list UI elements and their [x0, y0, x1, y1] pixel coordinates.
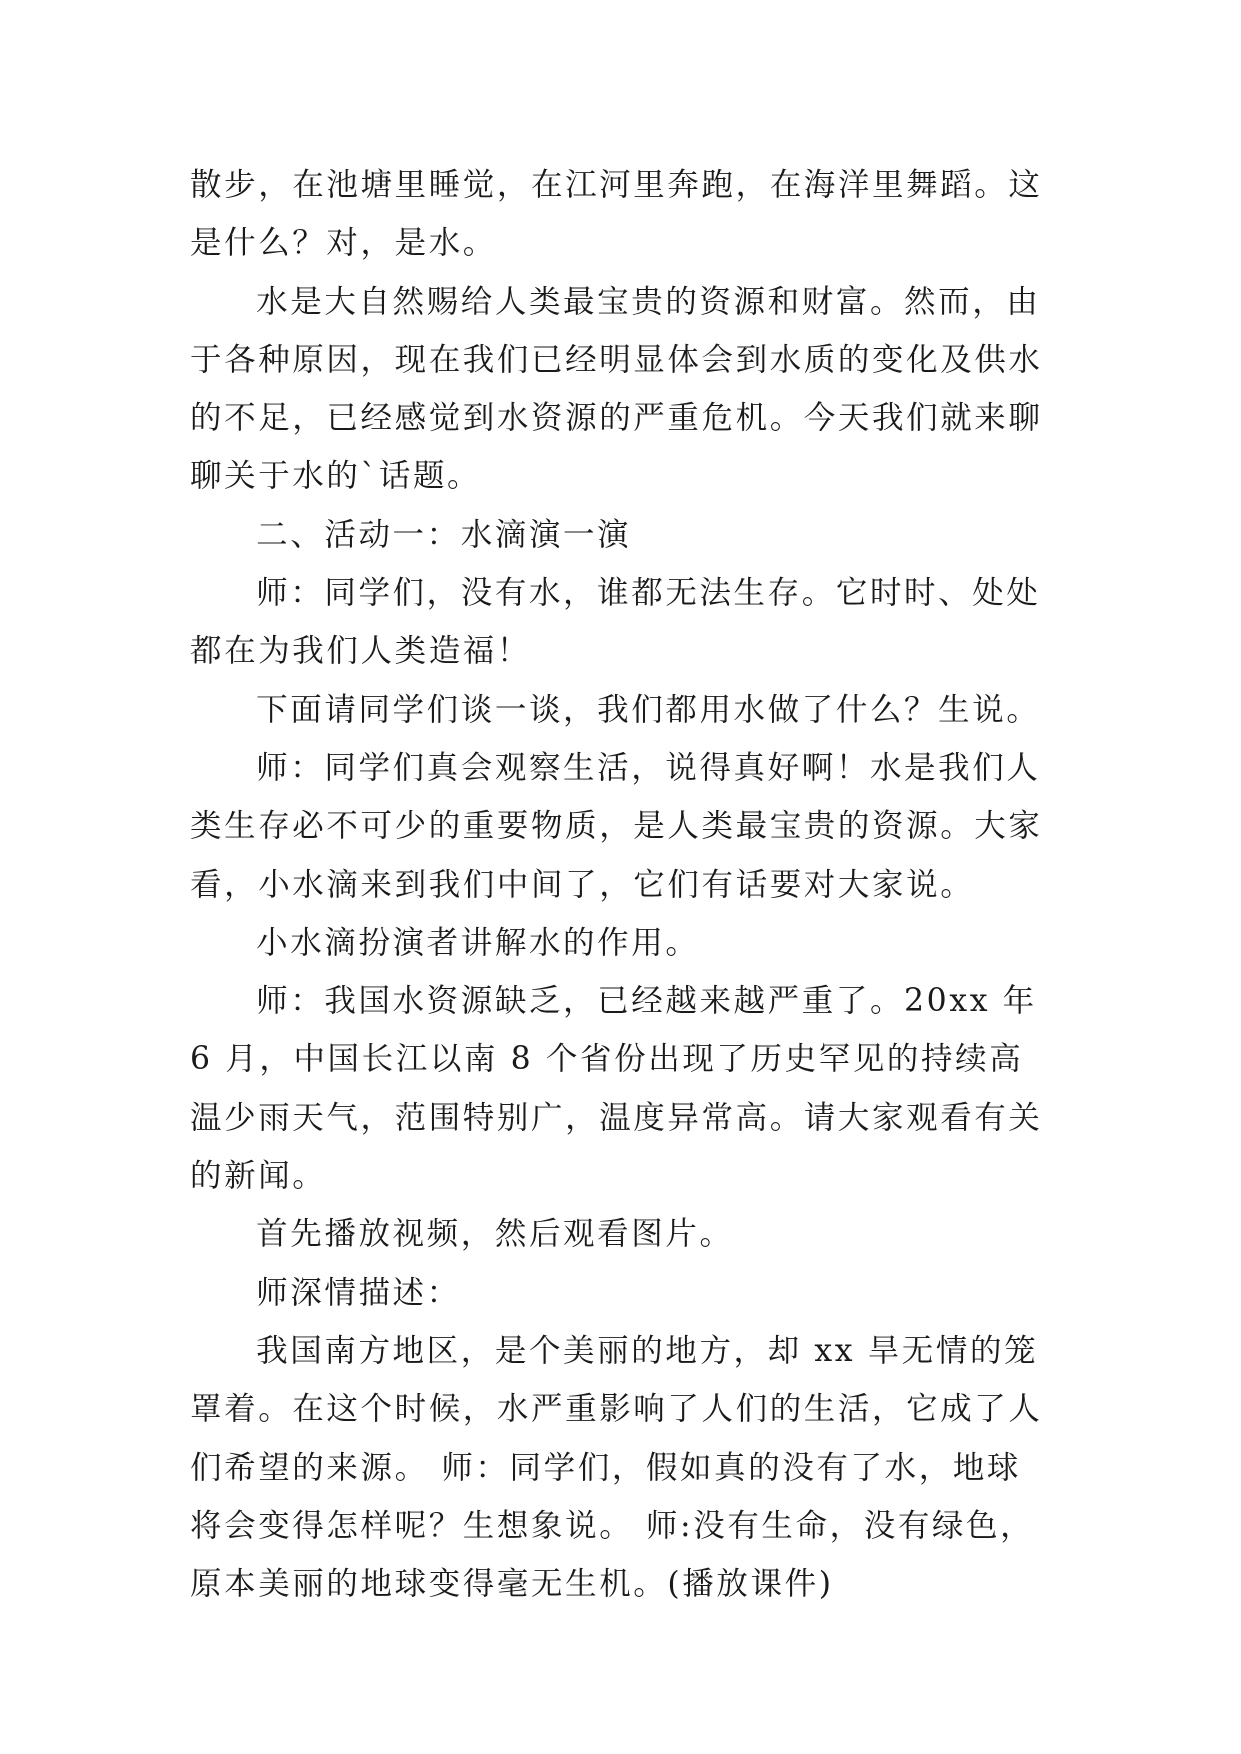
paragraph: 水是大自然赐给人类最宝贵的资源和财富。然而，由于各种原因，现在我们已经明显体会到水质的变化及供水的不足，已经感觉到水资源的严重危机。今天我们就来聊聊关于水的`话题。	[190, 283, 1043, 495]
paragraph: 师：同学们，没有水，谁都无法生存。它时时、处处都在为我们人类造福！	[190, 575, 1041, 670]
paragraph: 师：同学们真会观察生活，说得真好啊！水是我们人类生存必不可少的重要物质，是人类最宝贵的资源。大家看，小水滴来到我们中间了，它们有话要对大家说。	[190, 749, 1043, 903]
document-body	[190, 156, 1052, 1613]
paragraph: 下面请同学们谈一谈，我们都用水做了什么？生说。	[256, 691, 1041, 728]
paragraph: 首先播放视频，然后观看图片。	[256, 1216, 734, 1253]
paragraph: 师：我国水资源缺乏，已经越来越严重了。20xx 年 6 月，中国长江以南 8 个省份出现了历史罕见的持续高温少雨天气，范围特别广，温度异常高。请大家观看有关的新闻。	[190, 983, 1043, 1195]
paragraph: 小水滴扮演者讲解水的作用。	[256, 924, 700, 961]
section-heading: 二、活动一：水滴演一演	[256, 516, 632, 553]
paragraph: 师深情描述：	[256, 1274, 461, 1311]
paragraph: 散步，在池塘里睡觉，在江河里奔跑，在海洋里舞蹈。这是什么？对，是水。	[190, 167, 1043, 262]
paragraph: 我国南方地区，是个美丽的地方，却 xx 旱无情的笼罩着。在这个时候，水严重影响了人们的生活，它成了人们希望的来源。 师：同学们，假如真的没有了水，地球将会变得怎样呢？生想象说。 师:没有生命，没有绿色，原本美丽的地球变得毫无生机。(播放课件)	[190, 1332, 1043, 1603]
